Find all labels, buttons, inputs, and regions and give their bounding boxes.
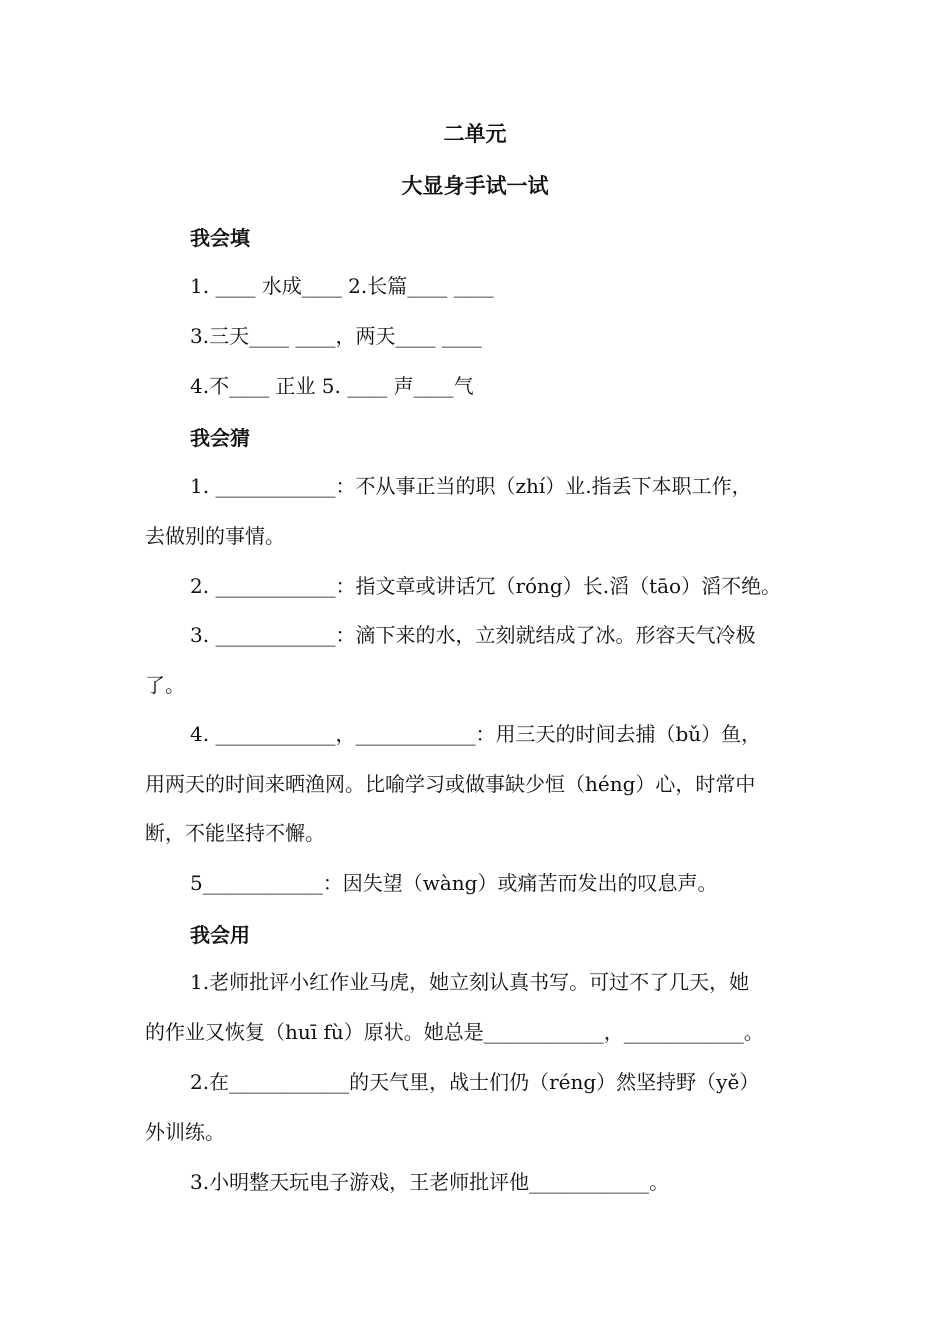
worksheet-title: 大显身手试一试 <box>401 174 549 198</box>
guess-item-1-continued: 去做别的事情。 <box>145 524 285 548</box>
use-item-3: 3.小明整天玩电子游戏，王老师批评他____________。 <box>190 1170 670 1194</box>
guess-item-3: 3. ____________：滴下来的水，立刻就结成了冰。形容天气冷极 <box>190 623 756 647</box>
fill-item-4-5: 4.不____ 正业 5. ____ 声____气 <box>190 374 474 398</box>
section-heading-fill: 我会填 <box>190 226 250 250</box>
guess-item-5: 5____________：因失望（wàng）或痛苦而发出的叹息声。 <box>190 871 718 895</box>
section-heading-use: 我会用 <box>190 923 250 947</box>
fill-item-3: 3.三天____ ____，两天____ ____ <box>190 324 482 348</box>
use-item-2-continued: 外训练。 <box>145 1120 225 1144</box>
use-item-1-continued: 的作业又恢复（huī fù）原状。她总是____________，____________。 <box>145 1020 764 1044</box>
unit-title: 二单元 <box>443 122 507 146</box>
guess-item-4-continued: 用两天的时间来晒渔网。比喻学习或做事缺少恒（héng）心，时常中 <box>145 772 756 796</box>
guess-item-2: 2. ____________：指文章或讲话冗（róng）长.滔（tāo）滔不绝。 <box>190 574 782 598</box>
guess-item-4-continued-2: 断，不能坚持不懈。 <box>145 821 325 845</box>
use-item-1: 1.老师批评小红作业马虎，她立刻认真书写。可过不了几天，她 <box>190 970 750 994</box>
guess-item-3-continued: 了。 <box>145 673 185 697</box>
guess-item-1: 1. ____________：不从事正当的职（zhí）业.指丢下本职工作， <box>190 474 752 498</box>
guess-item-4: 4. ____________，____________：用三天的时间去捕（bǔ）鱼， <box>190 722 762 746</box>
use-item-2: 2.在____________的天气里，战士们仍（réng）然坚持野（yě） <box>190 1070 760 1094</box>
section-heading-guess: 我会猜 <box>190 426 250 450</box>
fill-item-1-2: 1. ____ 水成____ 2.长篇____ ____ <box>190 274 494 298</box>
